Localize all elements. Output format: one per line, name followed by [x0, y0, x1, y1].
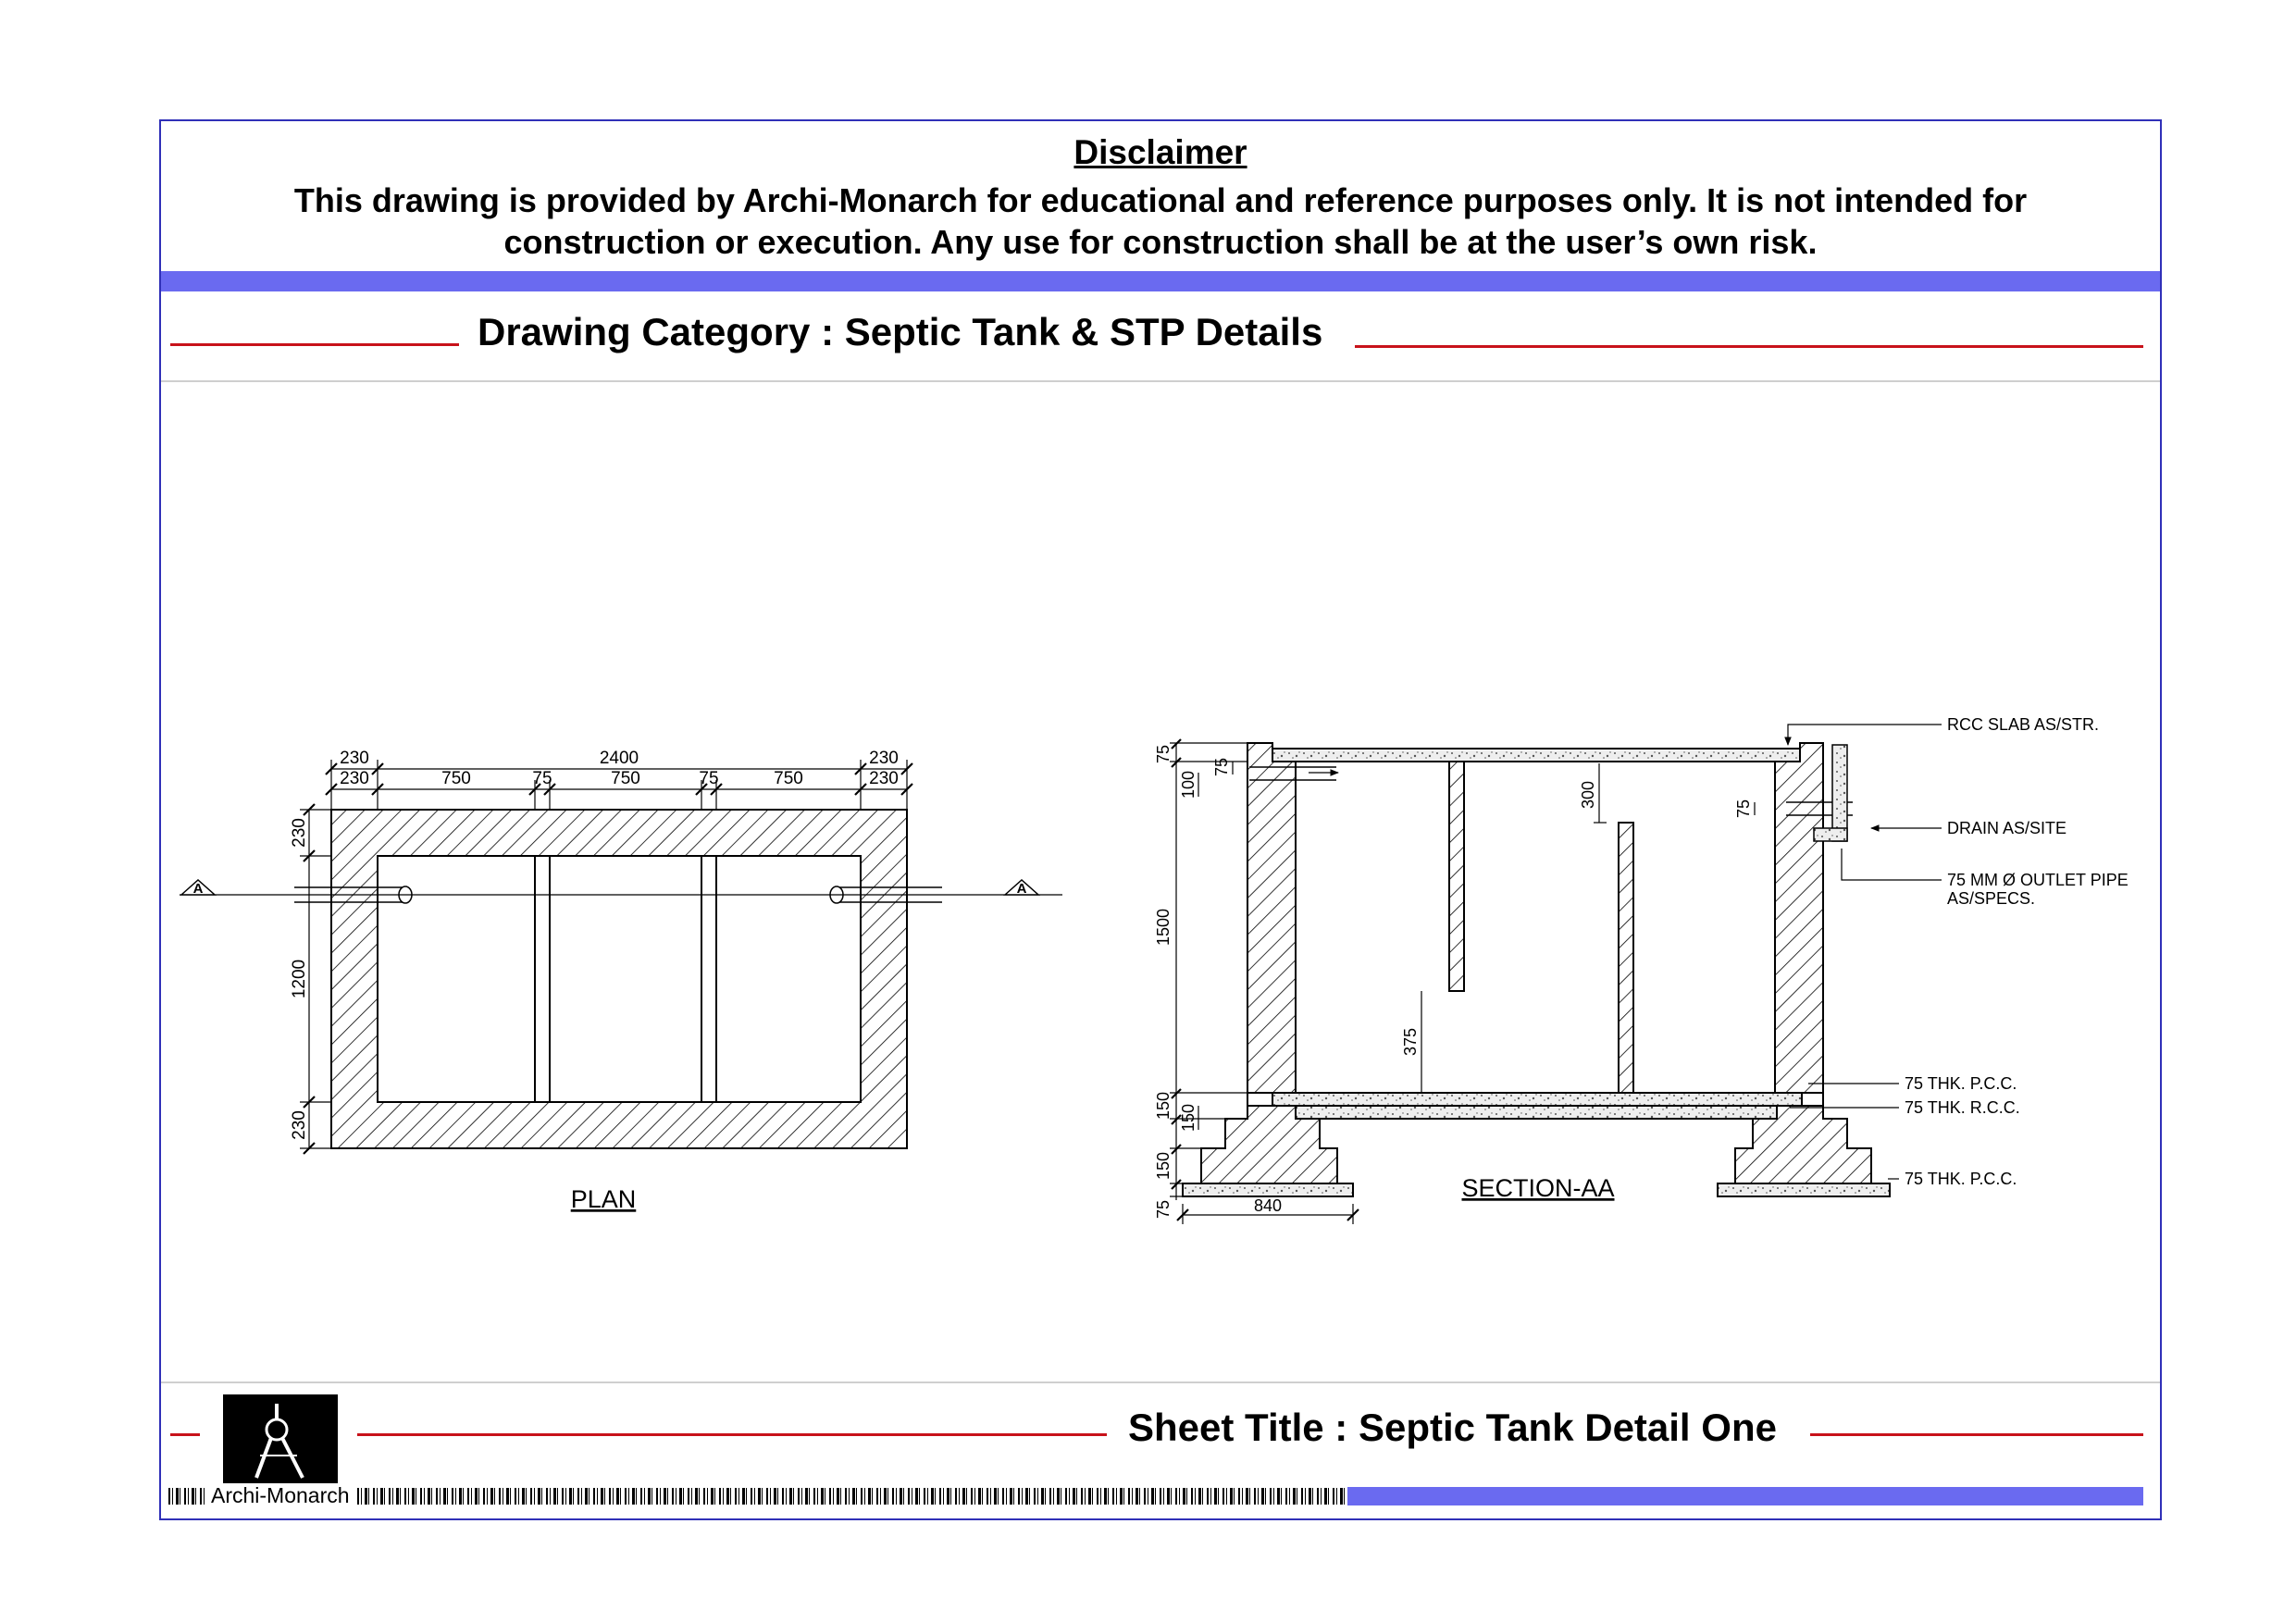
section-dim-left-5: 150 — [1154, 1091, 1173, 1121]
label-outlet-pipe-1: 75 MM Ø OUTLET PIPE — [1947, 871, 2128, 889]
label-rcc: 75 THK. R.C.C. — [1905, 1098, 2020, 1117]
section-left-pcc — [1183, 1183, 1353, 1196]
label-pcc-bottom: 75 THK. P.C.C. — [1905, 1170, 2017, 1188]
sheet-rule-right — [1810, 1433, 2143, 1436]
section-left-wall — [1247, 743, 1296, 1093]
plan-dim-top-inner-2: 750 — [441, 769, 471, 788]
plan-dim-left-1: 230 — [290, 818, 309, 848]
disclaimer-block — [161, 121, 2160, 271]
section-title: SECTION-AA — [1461, 1174, 1615, 1202]
accent-bar-bottom — [1347, 1487, 2143, 1505]
plan-title: PLAN — [570, 1185, 637, 1213]
category-row — [161, 291, 2160, 382]
compass-icon — [223, 1394, 338, 1483]
logo — [223, 1394, 338, 1483]
plan-dim-top-outer-3: 230 — [869, 749, 899, 768]
label-rcc-slab: RCC SLAB AS/STR. — [1947, 715, 2100, 734]
plan-partition-1 — [535, 856, 550, 1102]
section-baffle-2 — [1619, 823, 1633, 1093]
section-dim-left-2: 100 — [1179, 770, 1198, 799]
plan-dim-top-inner-7: 230 — [869, 769, 899, 788]
drawing-frame — [159, 119, 2162, 1520]
brand-name: Archi-Monarch — [207, 1483, 354, 1508]
plan-dim-left-3: 230 — [290, 1110, 309, 1140]
disclaimer-text: This drawing is provided by Archi-Monarch for educational and reference purposes only. It is not intended for construction or execution. Any use for construction shall be at the user’s own risk. — [293, 181, 2028, 261]
plan-dim-top-inner-3: 75 — [532, 769, 552, 788]
section-pcc-top — [1272, 1093, 1802, 1106]
section-dim-375: 375 — [1401, 1027, 1420, 1057]
section-rcc-slab — [1272, 749, 1800, 762]
sheet-title: Sheet Title : Septic Tank Detail One — [1119, 1406, 1786, 1450]
plan-dim-top-outer-2: 2400 — [599, 749, 639, 768]
section-right-wall — [1775, 743, 1823, 1093]
section-dim-left-8: 75 — [1154, 1199, 1173, 1220]
plan-dim-top-inner-4: 750 — [611, 769, 640, 788]
plan-dim-top-outer-1: 230 — [340, 749, 369, 768]
plan-drawing — [180, 760, 1062, 1154]
sheet-title-row — [161, 1381, 2160, 1522]
plan-dim-top-inner-6: 750 — [774, 769, 803, 788]
accent-bar-top — [161, 271, 2160, 291]
category-rule-left — [170, 343, 459, 346]
disclaimer-title: Disclaimer — [1074, 133, 1247, 171]
plan-dim-left-2: 1200 — [290, 959, 309, 999]
section-rcc-base — [1296, 1106, 1777, 1119]
plan-outer-wall — [331, 810, 907, 1148]
section-dim-left-3: 75 — [1212, 757, 1231, 777]
section-dim-left-4: 1500 — [1154, 908, 1173, 947]
plan-partition-2 — [701, 856, 716, 1102]
section-drawing — [1170, 725, 1942, 1224]
label-outlet-pipe-2: AS/SPECS. — [1947, 889, 2036, 908]
section-drain — [1832, 745, 1847, 841]
section-dim-300: 300 — [1579, 780, 1597, 810]
section-dim-left-7: 150 — [1154, 1151, 1173, 1181]
label-pcc-top: 75 THK. P.C.C. — [1905, 1074, 2017, 1093]
section-dim-left-6: 150 — [1179, 1103, 1198, 1133]
drawing-area — [161, 380, 2160, 1509]
section-dim-left-1: 75 — [1154, 744, 1173, 764]
section-marker-left-label: A — [192, 881, 204, 897]
label-drain: DRAIN AS/SITE — [1947, 819, 2067, 837]
plan-dim-top-inner-5: 75 — [699, 769, 719, 788]
section-dim-75-right: 75 — [1734, 799, 1753, 819]
category-rule-right — [1355, 345, 2143, 348]
category-title: Drawing Category : Septic Tank & STP Details — [468, 310, 1332, 354]
plan-dim-top-inner-1: 230 — [340, 769, 369, 788]
section-right-pcc — [1718, 1183, 1890, 1196]
section-baffle-1 — [1449, 762, 1464, 991]
section-dim-840: 840 — [1253, 1196, 1283, 1215]
sheet-rule-left — [357, 1433, 1107, 1436]
section-marker-right-label: A — [1016, 881, 1027, 897]
sheet-rule-left-short — [170, 1433, 200, 1436]
